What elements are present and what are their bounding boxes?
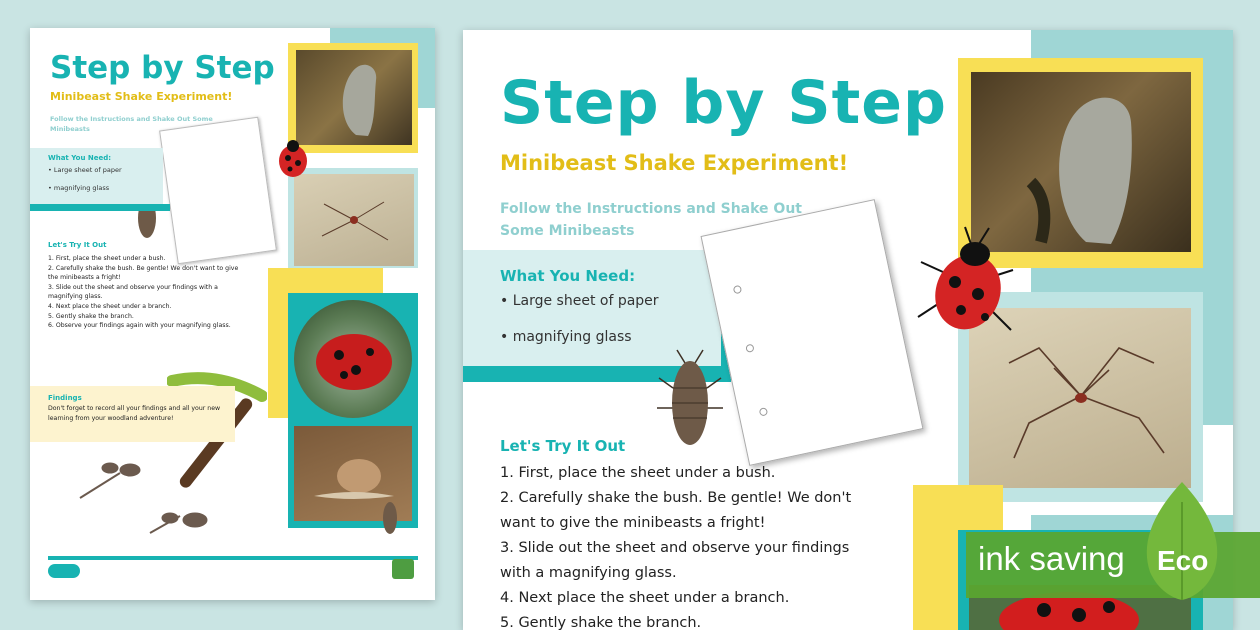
thumb-need-heading: What You Need: — [48, 154, 112, 162]
spider-photo — [294, 174, 414, 266]
thumb-subtitle: Minibeast Shake Experiment! — [50, 90, 233, 103]
thumb-intro: Follow the Instructions and Shake Out Some Minibeasts — [50, 115, 213, 133]
ladybird-magnified-photo — [294, 300, 412, 418]
woodlouse-icon-2 — [375, 498, 405, 538]
eco-badge-tag: Eco — [1157, 545, 1209, 576]
thumb-try-heading: Let's Try It Out — [48, 241, 107, 249]
poster-thumbnail — [30, 28, 435, 600]
findings-heading: Findings — [48, 394, 82, 402]
thumb-need-item: • magnifying glass — [48, 184, 110, 192]
ladybird-icon — [268, 133, 318, 183]
thumb-need-bar — [30, 204, 170, 211]
step-item: 6. Observe your findings again with your magnifying glass. — [48, 322, 231, 330]
step-item: 1. First, place the sheet under a bush. — [48, 255, 166, 262]
paper-sheet-icon — [701, 199, 924, 466]
step-item: 4. Next place the sheet under a branch. — [48, 302, 172, 310]
page-title: Step by Step — [500, 68, 947, 138]
woodlouse-icon — [655, 348, 725, 458]
steps-list — [500, 461, 880, 630]
need-item: • Large sheet of paper — [500, 293, 659, 309]
ladybird-icon — [913, 222, 1023, 342]
footer-bar — [48, 556, 418, 560]
publisher-logo — [48, 564, 80, 578]
thumb-title: Step by Step — [50, 50, 275, 86]
slug-photo — [296, 50, 412, 145]
page-subtitle: Minibeast Shake Experiment! — [500, 151, 849, 175]
thumb-need-item: • Large sheet of paper — [48, 166, 122, 174]
step-item: 3. Slide out the sheet and observe your findings with a magnifying glass. — [500, 540, 850, 581]
step-item: 1. First, place the sheet under a bush. — [500, 465, 776, 481]
paper-sheet-icon — [159, 117, 277, 265]
intro-text: Follow the Instructions and Shake Out Some Minibeasts — [500, 201, 802, 239]
step-item: 3. Slide out the sheet and observe your findings with a magnifying glass. — [48, 283, 218, 301]
ant-icon — [60, 438, 230, 548]
thumb-steps-list — [48, 254, 248, 331]
eco-badge-label: ink saving — [978, 540, 1125, 577]
step-item: 4. Next place the sheet under a branch. — [500, 590, 790, 606]
need-heading: What You Need: — [500, 267, 636, 285]
step-item: 2. Carefully shake the bush. Be gentle! We don't want to give the minibeasts a fright! — [48, 264, 239, 282]
need-item: • magnifying glass — [500, 329, 632, 345]
step-item: 5. Gently shake the branch. — [48, 312, 134, 320]
step-item: 2. Carefully shake the bush. Be gentle! We don't want to give the minibeasts a fright! — [500, 490, 852, 531]
step-item: 5. Gently shake the branch. — [500, 615, 702, 630]
findings-text: Don't forget to record all your findings and all your new learning from your woodland adventure! — [48, 405, 221, 422]
try-heading: Let's Try It Out — [500, 437, 626, 455]
eco-leaf-icon — [1140, 482, 1224, 602]
credit-logo — [392, 559, 414, 579]
